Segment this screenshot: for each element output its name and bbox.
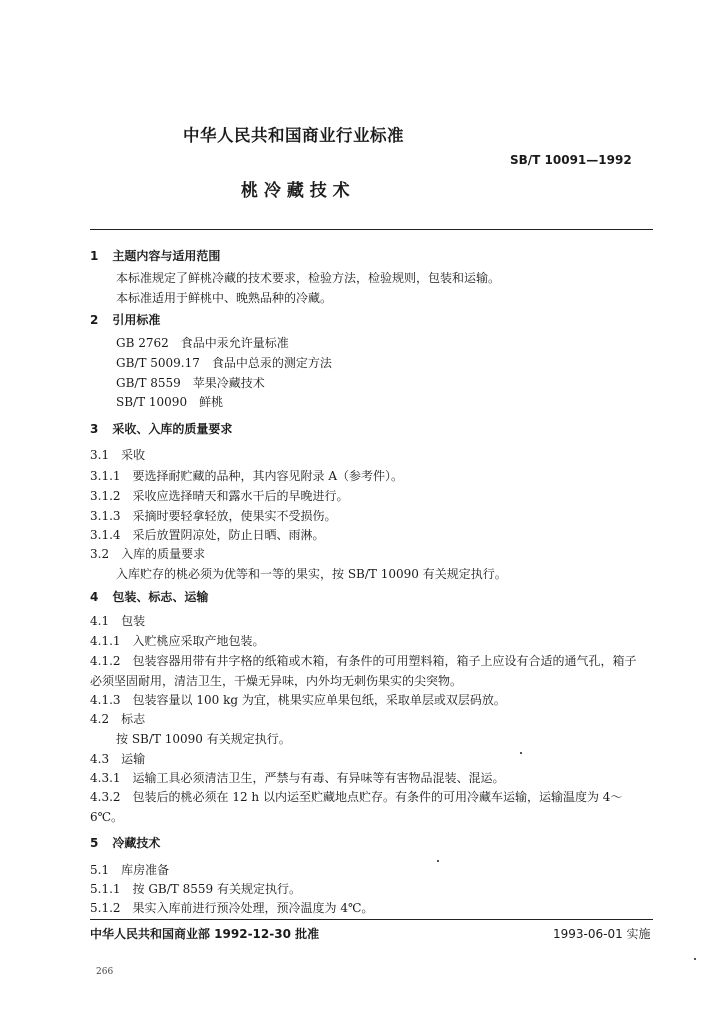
clause: 3.1.3 采摘时要轻拿轻放，使果实不受损伤。 xyxy=(90,509,337,523)
clause-continuation: 必须坚固耐用，清洁卫生，干燥无异味，内外均无刺伤果实的尖突物。 xyxy=(90,674,463,688)
paragraph: 本标准适用于鲜桃中、晚熟品种的冷藏。 xyxy=(116,291,333,305)
standard-number: SB/T 10091—1992 xyxy=(510,153,632,167)
effective-date: 1993-06-01 实施 xyxy=(553,927,651,941)
clause: 4.3 运输 xyxy=(90,752,146,766)
clause: 4.1 包装 xyxy=(90,614,146,628)
clause: 4.3.1 运输工具必须清洁卫生，严禁与有毒、有异味等有害物品混装、混运。 xyxy=(90,771,505,785)
clause: 4.1.2 包装容器用带有井字格的纸箱或木箱，有条件的可用塑料箱，箱子上应设有合适的通气孔，箱子 xyxy=(90,654,637,668)
reference-item: SB/T 10090 鲜桃 xyxy=(116,395,224,409)
section-2-heading xyxy=(90,313,160,327)
clause: 4.1.1 入贮桃应采取产地包装。 xyxy=(90,634,265,648)
clause: 3.1 采收 xyxy=(90,448,146,462)
section-4-heading xyxy=(90,590,208,604)
clause: 4.3.2 包装后的桃必须在 12 h 以内运至贮藏地点贮存。有条件的可用冷藏车运输，运输温度为 4～ xyxy=(90,790,623,804)
approval-line: 中华人民共和国商业部 1992-12-30 批准 xyxy=(90,927,320,941)
reference-item: GB/T 5009.17 食品中总汞的测定方法 xyxy=(116,356,332,370)
section-1-heading xyxy=(90,249,220,263)
clause: 3.1.4 采后放置阴凉处，防止日晒、雨淋。 xyxy=(90,528,325,542)
page-number: 266 xyxy=(96,967,114,977)
org-title: 中华人民共和国商业行业标准 xyxy=(183,126,404,145)
header-divider xyxy=(90,229,653,230)
section-number: 3 xyxy=(90,422,99,436)
reference-item: GB 2762 食品中汞允许量标准 xyxy=(116,336,289,350)
section-number: 5 xyxy=(90,836,99,850)
section-title: 采收、入库的质量要求 xyxy=(112,422,233,436)
section-3-heading xyxy=(90,422,232,436)
section-number: 2 xyxy=(90,313,99,327)
paragraph: 本标准规定了鲜桃冷藏的技术要求，检验方法，检验规则，包装和运输。 xyxy=(116,271,501,285)
section-title: 引用标准 xyxy=(112,313,161,327)
section-title: 主题内容与适用范围 xyxy=(112,249,221,263)
scan-speck xyxy=(520,752,522,754)
section-number: 1 xyxy=(90,249,99,263)
clause: 4.2 标志 xyxy=(90,712,146,726)
footer-divider xyxy=(90,919,653,920)
scan-speck xyxy=(694,958,696,960)
section-5-heading xyxy=(90,836,160,850)
clause: 3.1.2 采收应选择晴天和露水干后的早晚进行。 xyxy=(90,489,349,503)
clause-continuation: 6℃。 xyxy=(90,810,124,824)
clause: 4.1.3 包装容量以 100 kg 为宜，桃果实应单果包纸，采取单层或双层码放。 xyxy=(90,693,506,707)
clause: 5.1 库房准备 xyxy=(90,863,170,877)
scan-speck xyxy=(437,860,439,862)
section-title: 冷藏技术 xyxy=(112,836,161,850)
section-title: 包装、标志、运输 xyxy=(112,590,209,604)
section-number: 4 xyxy=(90,590,99,604)
paragraph: 入库贮存的桃必须为优等和一等的果实，按 SB/T 10090 有关规定执行。 xyxy=(116,567,507,581)
clause: 5.1.1 按 GB/T 8559 有关规定执行。 xyxy=(90,882,301,896)
document-title: 桃 冷 藏 技 术 xyxy=(241,181,350,201)
paragraph: 按 SB/T 10090 有关规定执行。 xyxy=(116,732,291,746)
clause: 3.1.1 要选择耐贮藏的品种，其内容见附录 A（参考件）。 xyxy=(90,469,404,483)
clause: 3.2 入库的质量要求 xyxy=(90,547,206,561)
clause: 5.1.2 果实入库前进行预冷处理，预冷温度为 4℃。 xyxy=(90,901,374,915)
reference-item: GB/T 8559 苹果冷藏技术 xyxy=(116,376,265,390)
